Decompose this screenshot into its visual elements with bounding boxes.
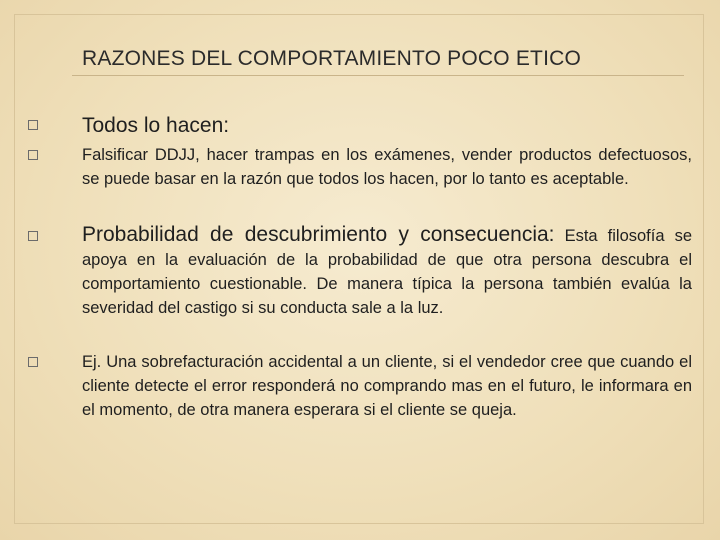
square-bullet-icon [28,357,38,367]
bullet-item [82,144,692,191]
title-underline [72,75,684,76]
bullet-item [82,350,692,422]
bullet-lead-text: Probabilidad de descubrimiento y consecuencia: [82,223,555,246]
bullet-text: Ej. Una sobrefacturación accidental a un cliente, si el vendedor cree que cuando el cliente detecte el error responderá no comprando mas en el futuro, le informara en el momento, de otra manera esperara si el cliente se queja. [82,353,692,419]
bullet-item [82,113,692,139]
square-bullet-icon [28,231,38,241]
bullet-item [82,223,692,320]
square-bullet-icon [28,150,38,160]
bullet-text: Todos lo hacen: [82,114,230,137]
bullet-text: Falsificar DDJJ, hacer trampas en los exámenes, vender productos defectuosos, se puede basar en la razón que todos los hacen, por lo tanto es aceptable. [82,146,692,188]
bullet-text: Esta filosofía se apoya en la evaluación de la probabilidad de que otra persona descubra el comportamiento cuestionable. De manera típica la persona también evalúa la severidad del castigo si su conducta sale a la luz. [82,227,693,317]
slide-title: RAZONES DEL COMPORTAMIENTO POCO ETICO [82,47,582,70]
square-bullet-icon [28,120,38,130]
